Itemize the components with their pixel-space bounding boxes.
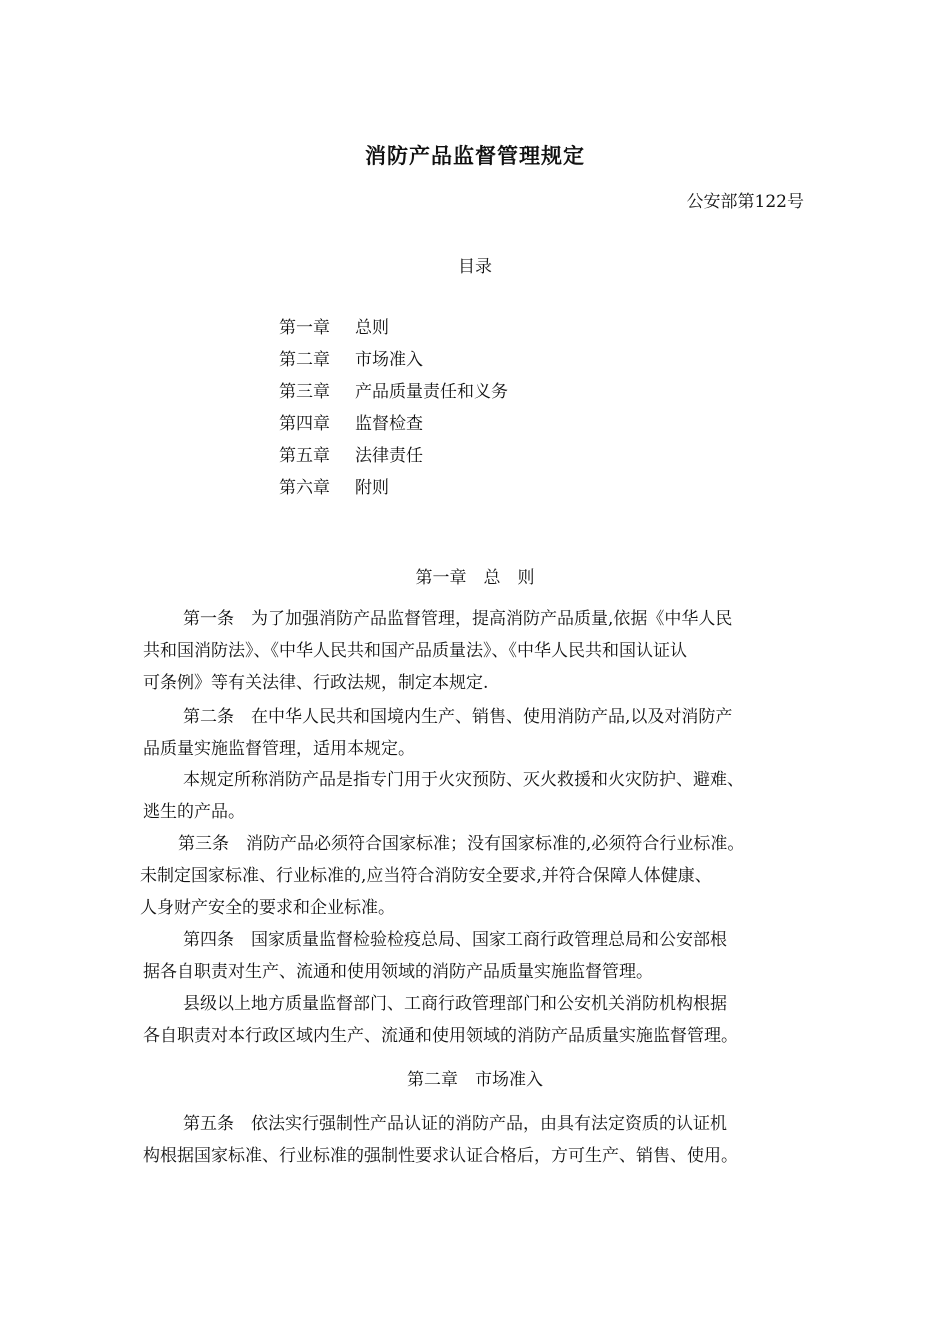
toc-item-number: 第四章 — [279, 414, 330, 434]
text-line: 构根据国家标准、行业标准的强制性要求认证合格后，方可生产、销售、使用。 — [143, 1146, 738, 1166]
toc-item-title: 产品质量责任和义务 — [355, 382, 508, 402]
toc-item-title: 附则 — [355, 478, 389, 498]
text-line: 品质量实施监督管理，适用本规定。 — [143, 739, 415, 759]
text-line: 共和国消防法》、《中华人民共和国产品质量法》、《中华人民共和国认证认 — [143, 641, 687, 661]
toc-heading: 目录 — [458, 257, 492, 277]
toc-item-number: 第六章 — [279, 478, 330, 498]
toc-item[interactable] — [279, 474, 508, 506]
article-3 — [140, 828, 805, 924]
toc-item-title: 总则 — [355, 318, 389, 338]
article-5 — [143, 1108, 808, 1172]
chapter-1-heading: 第一章 总 则 — [415, 568, 535, 588]
text-line: 据各自职责对生产、流通和使用领域的消防产品质量实施监督管理。 — [143, 962, 653, 982]
article-2 — [143, 701, 808, 765]
toc-item[interactable] — [279, 442, 508, 474]
toc-item-number: 第二章 — [279, 350, 330, 370]
toc-item-title: 监督检查 — [355, 414, 423, 434]
toc-item[interactable] — [279, 378, 508, 410]
text-line: 人身财产安全的要求和企业标准。 — [140, 898, 395, 918]
text-line: 第二条 在中华人民共和国境内生产、销售、使用消防产品,以及对消防产 — [183, 707, 733, 727]
decree-number: 公安部第122号 — [686, 192, 804, 212]
toc-item-title: 市场准入 — [355, 350, 423, 370]
text-line: 第三条 消防产品必须符合国家标准；没有国家标准的,必须符合行业标准。 — [178, 834, 745, 854]
text-line: 可条例》等有关法律、行政法规，制定本规定. — [143, 673, 489, 693]
text-line: 本规定所称消防产品是指专门用于火灾预防、灭火救援和火灾防护、避难、 — [183, 770, 744, 790]
chapter-2-heading: 第二章 市场准入 — [407, 1070, 543, 1090]
toc-item-number: 第五章 — [279, 446, 330, 466]
text-line: 第四条 国家质量监督检验检疫总局、国家工商行政管理总局和公安部根 — [183, 930, 727, 950]
text-line: 未制定国家标准、行业标准的,应当符合消防安全要求,并符合保障人体健康、 — [140, 866, 712, 886]
text-line: 第五条 依法实行强制性产品认证的消防产品，由具有法定资质的认证机 — [183, 1114, 727, 1134]
text-line: 第一条 为了加强消防产品监督管理，提高消防产品质量,依据《中华人民 — [183, 609, 733, 629]
document-title: 消防产品监督管理规定 — [365, 144, 585, 168]
article-4 — [143, 924, 808, 988]
toc-item[interactable] — [279, 410, 508, 442]
text-line: 县级以上地方质量监督部门、工商行政管理部门和公安机关消防机构根据 — [183, 994, 727, 1014]
text-line: 各自职责对本行政区域内生产、流通和使用领域的消防产品质量实施监督管理。 — [143, 1026, 738, 1046]
article-4-local — [143, 988, 808, 1052]
toc-item[interactable] — [279, 314, 508, 346]
toc-item-number: 第一章 — [279, 318, 330, 338]
text-line: 逃生的产品。 — [143, 802, 245, 822]
toc-item-number: 第三章 — [279, 382, 330, 402]
article-2-definition — [143, 764, 808, 828]
toc-item-title: 法律责任 — [355, 446, 423, 466]
article-1 — [143, 603, 808, 699]
toc-item[interactable] — [279, 346, 508, 378]
table-of-contents — [279, 314, 508, 506]
